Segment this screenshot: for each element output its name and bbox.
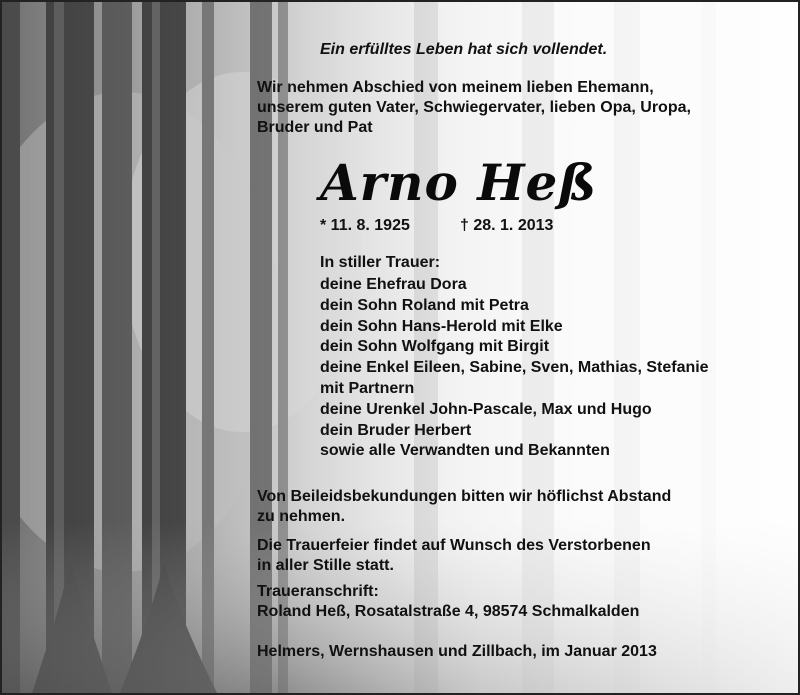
mourner-line: mit Partnern [320, 379, 415, 397]
mourner-line: deine Ehefrau Dora [320, 276, 467, 293]
mourner-line: dein Sohn Hans-Herold mit Elke [320, 317, 563, 335]
intro-line: unserem guten Vater, Schwiegervater, lieben Opa, Uropa, [257, 99, 691, 116]
intro-line: Wir nehmen Abschied von meinem lieben Ehemann, [257, 79, 654, 96]
mourning-address: Roland Heß, Rosatalstraße 4, 98574 Schmalkalden [257, 603, 640, 620]
mourner-line: deine Enkel Eileen, Sabine, Sven, Mathias, Stefanie [320, 359, 709, 377]
funeral-line: in aller Stille statt. [257, 557, 394, 574]
condolence-note [257, 487, 671, 527]
mourner-line: dein Sohn Wolfgang mit Birgit [320, 338, 550, 356]
motto: Ein erfülltes Leben hat sich vollendet. [320, 41, 608, 58]
funeral-note [257, 536, 651, 576]
funeral-line: Die Trauerfeier findet auf Wunsch des Verstorbenen [257, 537, 651, 554]
death-date: † 28. 1. 2013 [460, 217, 554, 234]
birth-date: * 11. 8. 1925 [320, 217, 410, 234]
footer-place: Helmers, [257, 643, 325, 660]
condolence-line: Von Beileidsbekundungen bitten wir höflichst Abstand [257, 488, 672, 505]
deceased-name: Arno Heß [320, 153, 598, 212]
mourners-list [320, 275, 709, 462]
condolence-line: zu nehmen. [257, 508, 346, 525]
mourner-line: sowie alle Verwandten und Bekannten [320, 442, 610, 460]
intro-text [257, 78, 691, 138]
mourning-label: In stiller Trauer: [320, 254, 441, 271]
notice-text [2, 2, 798, 693]
mourner-line: dein Sohn Roland mit Petra [320, 296, 529, 314]
footer-rest: Wernshausen und Zillbach, im Januar 2013 [324, 643, 657, 660]
intro-line: Bruder und Pat [257, 119, 373, 136]
mourner-line: deine Urenkel John-Pascale, Max und Hugo [320, 400, 652, 418]
place-and-date [257, 642, 657, 662]
mourner-line: dein Bruder Herbert [320, 421, 472, 439]
address-label: Traueranschrift: [257, 583, 379, 600]
